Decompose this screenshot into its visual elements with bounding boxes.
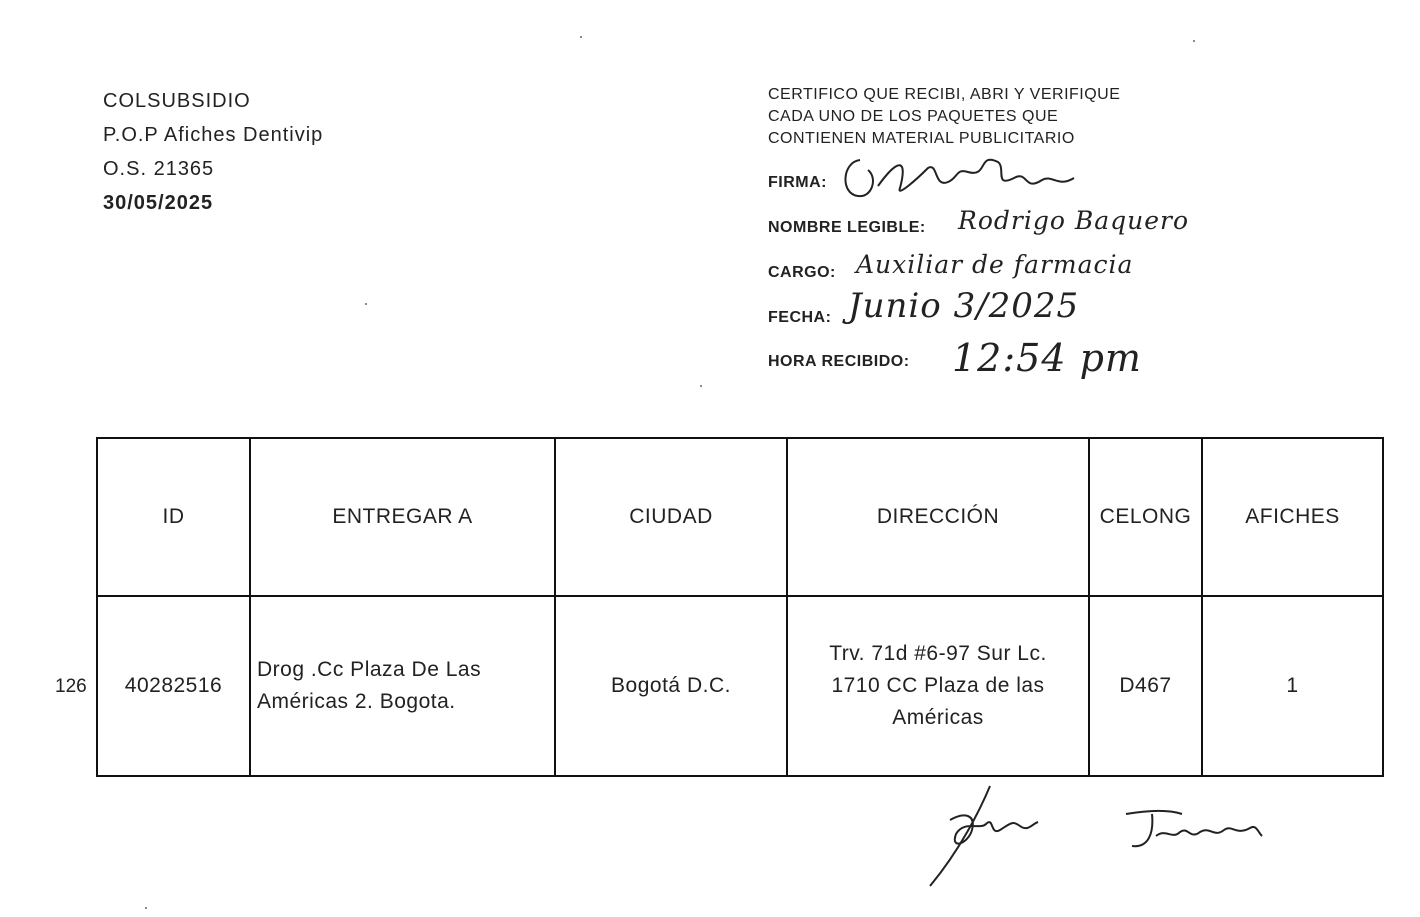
column-header-afiches: AFICHES <box>1202 438 1383 596</box>
direccion-line: Trv. 71d #6-97 Sur Lc. <box>829 642 1047 665</box>
column-header-ciudad: CIUDAD <box>555 438 787 596</box>
column-header-id: ID <box>97 438 250 596</box>
cargo-handwritten: Auxiliar de farmacia <box>856 250 1134 279</box>
firma-label: FIRMA: <box>768 174 827 191</box>
table-row <box>97 596 1383 776</box>
cell-celong: D467 <box>1089 596 1202 776</box>
column-header-entregar: ENTREGAR A <box>250 438 555 596</box>
table-header-row <box>97 438 1383 596</box>
nombre-handwritten: Rodrigo Baquero <box>958 206 1190 235</box>
certification-line: CONTIENEN MATERIAL PUBLICITARIO <box>768 130 1075 147</box>
hora-label: HORA RECIBIDO: <box>768 353 910 370</box>
direccion-line: 1710 CC Plaza de las <box>831 674 1045 697</box>
scan-speck <box>365 303 367 305</box>
scan-speck <box>580 36 582 38</box>
delivery-table <box>96 437 1384 777</box>
certification-line: CADA UNO DE LOS PAQUETES QUE <box>768 108 1059 125</box>
cell-entregar-a <box>250 596 555 776</box>
entregar-a-line: Américas 2. Bogota. <box>257 690 456 713</box>
certification-line: CERTIFICO QUE RECIBI, ABRI Y VERIFIQUE <box>768 86 1121 103</box>
document-date: 30/05/2025 <box>103 192 214 214</box>
column-header-celong: CELONG <box>1089 438 1202 596</box>
firma-signature <box>838 148 1088 208</box>
hora-handwritten: 12:54 pm <box>952 336 1142 380</box>
campaign-name: P.O.P Afiches Dentivip <box>103 124 324 146</box>
certification-text <box>768 84 1120 150</box>
direccion-line: Américas <box>892 706 984 729</box>
document-header <box>103 84 323 220</box>
cell-id: 40282516 <box>97 596 250 776</box>
scan-speck <box>1193 40 1195 42</box>
row-number: 126 <box>55 676 87 697</box>
footer-signature <box>920 780 1270 895</box>
fecha-handwritten: Junio 3/2025 <box>848 286 1080 326</box>
cell-ciudad: Bogotá D.C. <box>555 596 787 776</box>
scan-speck <box>700 385 702 387</box>
cell-direccion <box>787 596 1089 776</box>
order-number: O.S. 21365 <box>103 158 215 180</box>
nombre-label: NOMBRE LEGIBLE: <box>768 219 926 236</box>
scan-speck <box>145 907 147 909</box>
cell-afiches: 1 <box>1202 596 1383 776</box>
cargo-label: CARGO: <box>768 264 836 281</box>
entregar-a-line: Drog .Cc Plaza De Las <box>257 658 482 681</box>
company-name: COLSUBSIDIO <box>103 90 251 112</box>
column-header-direccion: DIRECCIÓN <box>787 438 1089 596</box>
fecha-label: FECHA: <box>768 309 832 326</box>
